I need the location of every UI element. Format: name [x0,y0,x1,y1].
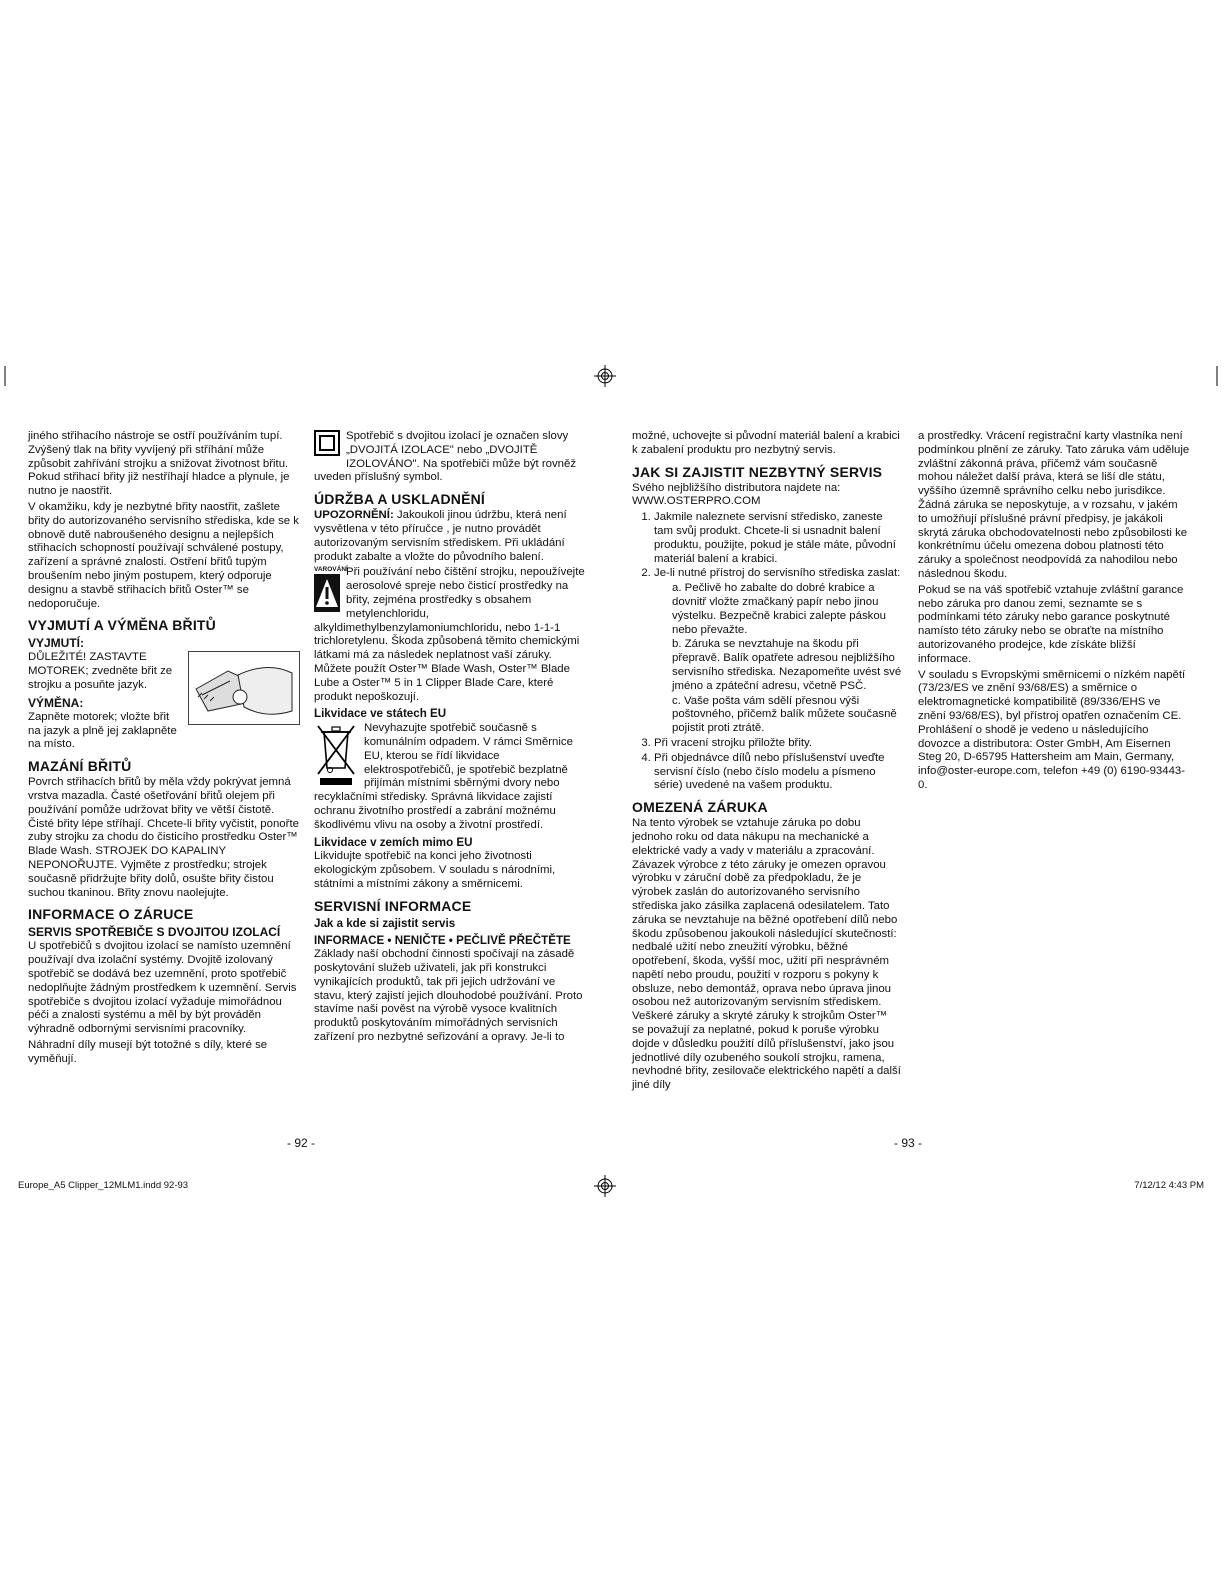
warning-block [314,566,586,704]
column-2 [314,430,586,1047]
replacement-parts-text: Náhradní díly musejí být totožné s díly, které se vyměňují. [28,1038,268,1065]
registration-mark-bottom [594,1175,616,1197]
column-4 [918,430,1190,795]
get-service-heading: JAK SI ZAJISTIT NEZBYTNÝ SERVIS [632,463,883,480]
service-text: Základy naší obchodní činnosti spočívají na zásadě poskytování služeb uživateli, jak při konstrukci vynikajících produktů, tak při jejich udržování ve stavu, který zajistí jejich dlouhodobé používání. Proto stavíme naši pověst na výrobě vysoce kvalitních produktů poskytováním mimořádných servisních zařízení pro nezbytné seřizování a opravy. Je-li to [314,948,583,1044]
eu-disposal-block [314,722,586,832]
service-step-2-text: Je-li nutné přístroj do servisního střediska zaslat: [654,567,901,580]
shipping-substep-a: a. Pečlivě ho zabalte do dobré krabice a dovnitř vložte zmačkaný papír nebo jinou výstelku. Bezpečně krabici zalepte páskou nebo převažte. [672,582,887,636]
caution-paragraph [314,509,586,564]
double-insulation-icon [314,430,340,456]
ce-declaration-text: V souladu s Evropskými směrnicemi o nízkém napětí (73/23/ES ve znění 93/68/ES) a směrnice o elektromagnetické kompatibilitě (89/336/EHS ve znění 93/68/ES), byl přístroj opatřen označením CE. Prohlášení o shodě je vedeno u následujícího dovozce a distributora: Oster GmbH, Am Eisernen Steg 20, D-65795 Hattersheim am Main, Germany, info@oster-europe.com, telefon +49 (0) 6190-93443-0. [918,668,1186,791]
shipping-substep-c: c. Vaše pošta vám sdělí přesnou výši poštovného, přičemž balík můžete současně pojistit proti ztrátě. [672,694,897,735]
removal-text: DŮLEŽITÉ! ZASTAVTE MOTOREK; zvedněte břit ze strojku a posuňte jazyk. [28,651,173,691]
service-step-4: 4. Při objednávce dílů nebo příslušenství uveďte servisní číslo (nebo číslo modelu a písmeno série) uvedené na vašem produktu. [654,752,902,793]
warning-triangle-icon [314,574,340,612]
limited-warranty-heading: OMEZENÁ ZÁRUKA [632,799,768,816]
replacement-text: Zapněte motorek; vložte břit na jazyk a plně jej zaklapněte na místo. [28,710,177,751]
non-eu-disposal-heading: Likvidace v zemích mimo EU [314,835,473,849]
service-info-heading: SERVISNÍ INFORMACE [314,897,472,914]
column-1 [28,430,300,1068]
eu-disposal-heading: Likvidace ve státech EU [314,707,447,721]
shipping-substep-b: b. Záruka se nevztahuje na škodu při přepravě. Balík opatřete adresou nejbližšího servisního střediska. Nezapomeňte uvést své jméno a zpáteční adresu, včetně PSČ. [672,638,902,692]
lubrication-heading: MAZÁNÍ BŘITŮ [28,758,132,775]
caution-text: Jakoukoli jinou údržbu, která není vysvětlena v této příručce , je nutno provádět autorizovaným servisním střediskem. Při ukládání produkt zabalte a vložte do původního balení. [314,509,567,563]
replacement-subheading: VÝMĚNA: [28,695,84,710]
limited-warranty-text: Na tento výrobek se vztahuje záruka po dobu jednoho roku od data nákupu na mechanické a elektrické vady a vady v materiálu a zpracování. Závazek výrobce z této záruky je omezen opravou výrobku v záruční době za předpokladu, že je výrobek zaslán do autorizovaného servisního střediska jako zásilka zaplacená odesilatelem. Tato záruka se nevztahuje na běžné opotřebení dílů nebo škodu způsobenou jakoukoli následující skutečností: nedbalé užití nebo zneužití výrobku, běžné opotřebení, škoda, vyšší moc, užití při nesprávném napětí nebo proudu, použití v rozporu s pokyny k obsluze, nebo demontáž, oprava nebo úprava jinou osobou než autorizovaným servisním střediskem. Veškeré záruky a skryté záruky k strojkům Oster™ se považují za neplatné, pokud k poruše výrobku dojde v důsledku použití dílů příslušenství, jako jsou jednotlivé díly ozubeného soukolí strojku, ramena, nevhodné břity, zesilovače elektrického napětí a další jiné díly [632,817,901,1092]
blade-removal-illustration [188,651,300,725]
service-continued-text: možné, uchovejte si původní materiál balení a krabici k zabalení produktu pro nezbytný servis. [632,430,900,456]
read-carefully-heading: INFORMACE • NENIČTE • PEČLIVĚ PŘEČTĚTE [314,933,571,947]
removal-subheading: VYJMUTÍ: [28,636,85,651]
country-warranty-text: Pokud se na váš spotřebič vztahuje zvláštní garance nebo záruka pro danou zemi, seznamte se s podmínkami této záruky nebo garance poskytnuté namísto této záruky nebo se obraťte na místního autorizovaného prodejce, kde získáte bližší informace. [918,583,1184,665]
double-insulation-symbol-text: Spotřebič s dvojitou izolací je označen slovy „DVOJITÁ IZOLACE" nebo „DVOJITĚ IZOLOVÁNO". Na spotřebiči může být rovněž uveden příslušný symbol. [314,430,577,484]
service-step-3: 3. Při vracení strojku přiložte břity. [654,737,902,751]
lubrication-text: Povrch střihacích břitů by měla vždy pokrývat jemná vrstva mazadla. Časté ošetřování břitů olejem při používání pomůže udržovat břity ve větší čistotě. Čisté břity lépe stříhají. Chcete-li břity vyčistit, ponořte zuby strojku za chodu do čisticího prostředku Oster™ Blade Wash. STROJEK DO KAPALINY NEPONOŘUJTE. Vyjměte z prostředku; strojek současně přidržujte břity dolů, osušte břity čistou suchou tkaninou. Břity znovu naolejujte. [28,776,299,899]
service-step-2 [654,567,902,736]
double-insulation-heading: SERVIS SPOTŘEBIČE S DVOJITOU IZOLACÍ [28,925,281,940]
service-steps-list [632,511,902,793]
service-step-1: 1. Jakmile naleznete servisní středisko, zaneste tam svůj produkt. Chcete-li si usnadnit balení produktu, použijte, pokud je stále máte, původní materiál balení a krabici. [654,511,902,566]
warning-label: VAROVÁNÍ [314,566,348,574]
shipping-substeps [654,582,902,736]
non-eu-disposal-text: Likvidujte spotřebič na konci jeho životnosti ekologickým způsobem. V souladu s národními, státními a místními zákony a směrnicemi. [314,850,556,890]
weee-bin-icon [314,722,358,788]
double-insulation-text: U spotřebičů s dvojitou izolací se namísto uzemnění používají dva izolační systémy. Dvojitě izolovaný spotřebič se dodává bez uzemnění, proto spotřebič nedoplňujte žádným prostředkem k uzemnění. Servis spotřebiče s dvojitou izolací vyžaduje mimořádnou péči a znalosti systému a měl by být prováděn výhradně odbornými servisními pracovníky. [28,940,297,1036]
blade-removal-heading: VYJMUTÍ A VÝMĚNA BŘITŮ [28,617,216,634]
warning-badge [314,566,348,617]
registration-mark-top [594,365,616,387]
page-number-right: - 93 - [894,1136,923,1150]
page-number-left: - 92 - [287,1136,316,1150]
maintenance-heading: ÚDRŽBA A USKLADNĚNÍ [314,491,486,508]
print-timestamp: 7/12/12 4:43 PM [1134,1180,1204,1191]
distributor-text: Svého nejbližšího distributora najdete na: WWW.OSTERPRO.COM [632,481,841,508]
column-3 [632,430,902,1095]
file-slug: Europe_A5 Clipper_12MLM1.indd 92-93 [18,1180,189,1191]
caution-label: UPOZORNĚNÍ: [314,509,394,522]
sharpening-paragraph-2: V okamžiku, kdy je nezbytné břity naostřit, zašlete břity do autorizovaného servisního střediska, kde se k obnově dutě nabroušeného designu a nejlepších střihacích schopností používají schválené postupy, zařízení a správné znalosti. Ostření břitů tupým broušením nebo jiným postupem, který odporuje designu a stavbě střihacích břitů Oster™ se nedoporučuje. [28,500,299,610]
how-where-heading: Jak a kde si zajistit servis [314,916,456,930]
sharpening-paragraph-1: jiného střihacího nástroje se ostří používáním tupí. Zvýšený tlak na břity vyvíjený při stříhání může způsobit zahřívání strojku a snižovat životnost břitu. Pokud střihací břity již nestříhají hladce a plynule, je nutno je naostřit. [28,430,290,498]
warranty-continued-text: a prostředky. Vrácení registrační karty vlastníka není podmínkou plnění ze záruky. Tato záruka vám uděluje zvláštní zákonná práva, přičemž vám současně mohou náležet další práva, která se liší dle státu, vyššího územně správního celku nebo jurisdikce. Žádná záruka se neposkytuje, a v rozsahu, v jakém to umožňují příslušné právní předpisy, je jakákoli skrytá záruka obchodovatelnosti nebo způsobilosti ke konkrétnímu účelu omezena dobou platnosti této záruky a společnost neodpovídá za nahodilou nebo následnou škodu. [918,430,1190,580]
warning-text: Při používání nebo čištění strojku, nepoužívejte aerosolové spreje nebo čisticí prostředky na břity, zejména prostředky s obsahem metylenchloridu, alkyldimethylbenzylamoniumchloridu, nebo 1-1-1 trichloretylenu. Škoda způsobená těmito chemickými látkami má za následek neplatnost vaší záruky. Můžete použít Oster™ Blade Wash, Oster™ Blade Lube a Oster™ 5 in 1 Clipper Blade Care, které produkt nepoškozují. [314,566,585,703]
warranty-info-heading: INFORMACE O ZÁRUCE [28,906,194,923]
eu-disposal-text: Nevyhazujte spotřebič současně s komunálním odpadem. V rámci Směrnice EU, kterou se řídí likvidace elektrospotřebičů, je spotřebič bezplatně přijímán místními sběrnými dvory nebo recyklačními středisky. Správná likvidace zajistí ochranu životního prostředí a zabrání možnému škodlivému vlivu na osoby a životní prostředí. [314,722,573,831]
